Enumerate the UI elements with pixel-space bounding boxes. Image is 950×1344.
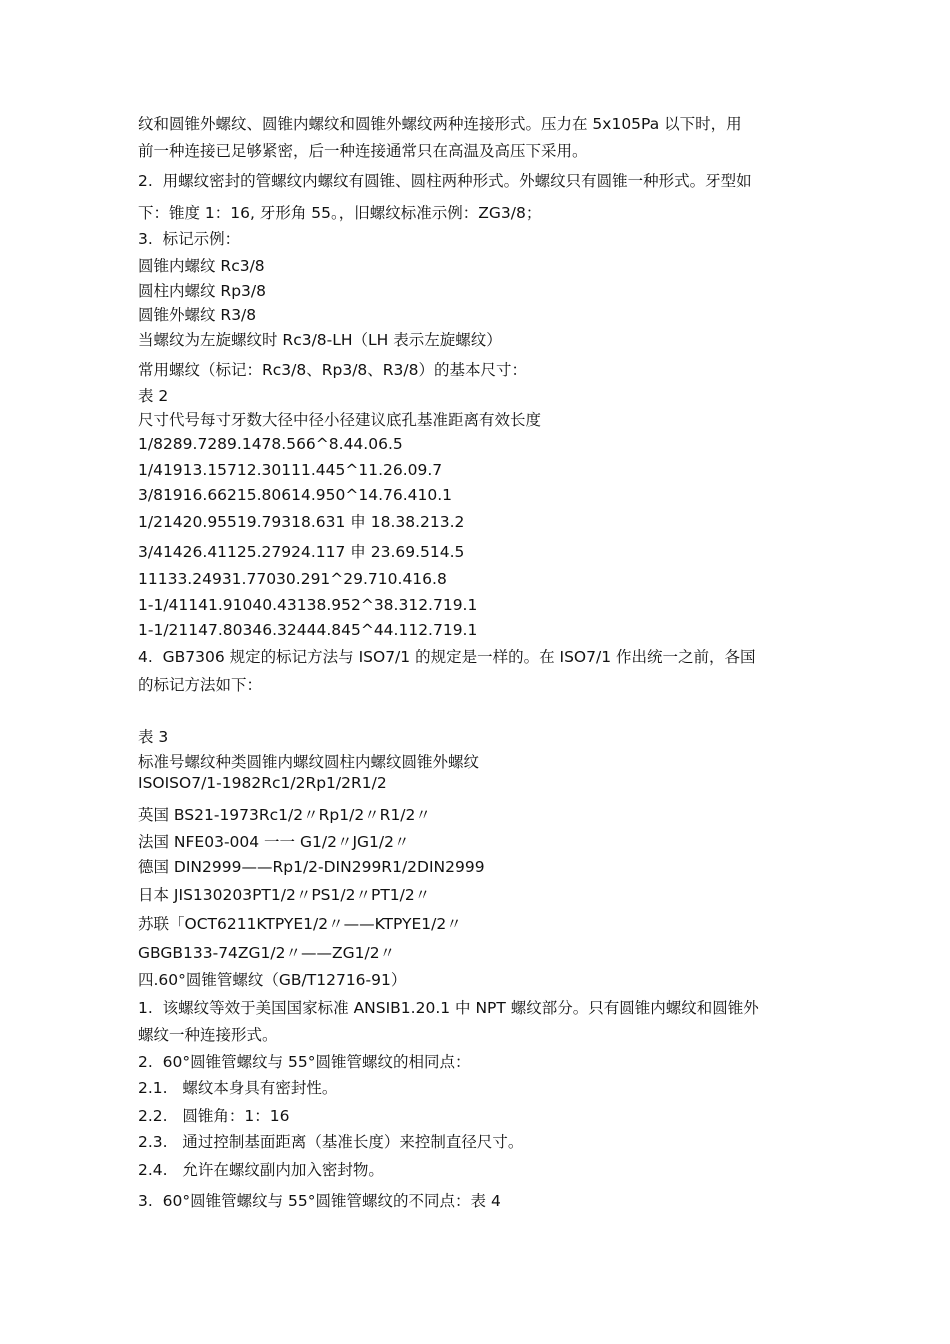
text-line: 3. 标记示例：	[138, 230, 241, 248]
section-heading: 四.60°圆锥管螺纹（GB/T12716-91）	[138, 971, 407, 989]
table-row: 1/21420.95519.79318.631 申 18.38.213.2	[138, 513, 465, 531]
text-line: 常用螺纹（标记：Rc3/8、Rp3/8、R3/8）的基本尺寸：	[138, 361, 528, 379]
text-line: 的标记方法如下：	[138, 676, 263, 694]
table-caption: 表 3	[138, 728, 169, 746]
table-row: 1-1/21147.80346.32444.845^44.112.719.1	[138, 621, 478, 639]
text-line: 圆柱内螺纹 Rp3/8	[138, 282, 266, 300]
text-line: 4. GB7306 规定的标记方法与 ISO7/1 的规定是一样的。在 ISO7/1 作出统一之前，各国	[138, 648, 756, 666]
table-header: 标准号螺纹种类圆锥内螺纹圆柱内螺纹圆锥外螺纹	[138, 753, 480, 771]
table-row: 1/8289.7289.1478.566^8.44.06.5	[138, 435, 403, 453]
text-line: 2.4. 允许在螺纹副内加入密封物。	[138, 1161, 384, 1179]
text-line: 2. 用螺纹密封的管螺纹内螺纹有圆锥、圆柱两种形式。外螺纹只有圆锥一种形式。牙型如	[138, 172, 752, 190]
text-line: 2.2. 圆锥角：1：16	[138, 1107, 290, 1125]
table-row: 3/41426.41125.27924.117 申 23.69.514.5	[138, 543, 465, 561]
table-row: 1/41913.15712.30111.445^11.26.09.7	[138, 461, 443, 479]
text-line: 圆锥外螺纹 R3/8	[138, 306, 257, 324]
text-line: 圆锥内螺纹 Rc3/8	[138, 257, 265, 275]
table-row: 法国 NFE03-004 一一 G1/2〃JG1/2〃	[138, 833, 410, 851]
table-row: ISOISO7/1-1982Rc1/2Rp1/2R1/2	[138, 774, 387, 792]
text-line: 螺纹一种连接形式。	[138, 1026, 278, 1044]
text-line: 2.3. 通过控制基面距离（基准长度）来控制直径尺寸。	[138, 1133, 524, 1151]
table-row: 11133.24931.77030.291^29.710.416.8	[138, 570, 447, 588]
table-header: 尺寸代号每寸牙数大径中径小径建议底孔基准距离有效长度	[138, 411, 542, 429]
text-line: 3. 60°圆锥管螺纹与 55°圆锥管螺纹的不同点：表 4	[138, 1192, 501, 1210]
text-line: 纹和圆锥外螺纹、圆锥内螺纹和圆锥外螺纹两种连接形式。压力在 5x105Pa 以下时，用	[138, 115, 742, 133]
text-line: 2.1. 螺纹本身具有密封性。	[138, 1079, 338, 1097]
table-row: 1-1/41141.91040.43138.952^38.312.719.1	[138, 596, 478, 614]
table-row: 德国 DIN2999——Rp1/2-DIN299R1/2DIN2999	[138, 858, 485, 876]
text-line: 下：锥度 1：16, 牙形角 55。，旧螺纹标准示例：ZG3/8；	[138, 204, 542, 222]
table-caption: 表 2	[138, 387, 169, 405]
text-line: 1. 该螺纹等效于美国国家标准 ANSIB1.20.1 中 NPT 螺纹部分。只有圆锥内螺纹和圆锥外	[138, 999, 759, 1017]
table-row: GBGB133-74ZG1/2〃——ZG1/2〃	[138, 944, 396, 962]
text-line: 2. 60°圆锥管螺纹与 55°圆锥管螺纹的相同点：	[138, 1053, 471, 1071]
table-row: 苏联「OCT6211KTPYE1/2〃——KTPYE1/2〃	[138, 915, 462, 933]
table-row: 3/81916.66215.80614.950^14.76.410.1	[138, 486, 453, 504]
text-line: 前一种连接已足够紧密，后一种连接通常只在高温及高压下采用。	[138, 142, 588, 160]
table-row: 日本 JIS130203PT1/2〃PS1/2〃PT1/2〃	[138, 886, 431, 904]
table-row: 英国 BS21-1973Rc1/2〃Rp1/2〃R1/2〃	[138, 806, 431, 824]
text-line: 当螺纹为左旋螺纹时 Rc3/8-LH（LH 表示左旋螺纹）	[138, 331, 502, 349]
